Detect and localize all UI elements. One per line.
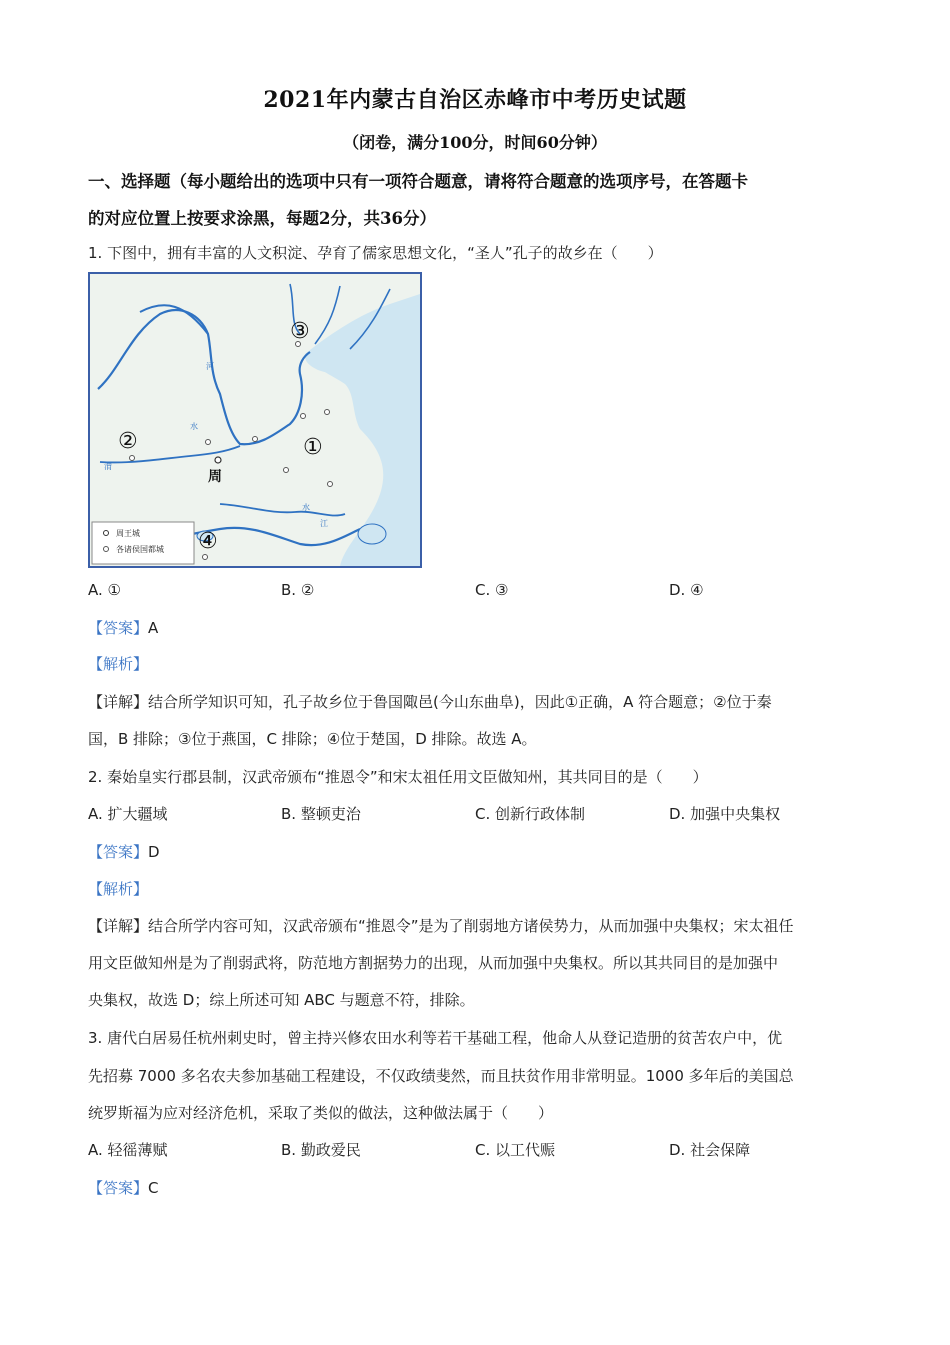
river-label: 河 xyxy=(206,362,214,371)
answer-tag: 【答案】 xyxy=(88,1179,149,1197)
q1-stem: 1. 下图中，拥有丰富的人文积淀、孕育了儒家思想文化，“圣人”孔子的故乡在（ ） xyxy=(88,244,663,262)
q1-option-d: D. ④ xyxy=(669,581,704,599)
q3-stem-line2: 先招募 7000 多名农夫参加基础工程建设，不仅政绩斐然，而且扶贫作用非常明显。1000 多年后的美国总 xyxy=(88,1067,794,1085)
marker-1: ① xyxy=(303,435,323,460)
q2-option-b: B. 整顿吏治 xyxy=(281,805,361,823)
answer-tag: 【答案】 xyxy=(88,843,149,861)
q1-answer xyxy=(88,618,868,638)
map-figure xyxy=(90,274,420,566)
q1-map xyxy=(88,272,422,568)
answer-value: C xyxy=(148,1179,159,1197)
q1-detail-line2: 国，B 排除；③位于燕国，C 排除；④位于楚国，D 排除。故选 A。 xyxy=(88,730,537,748)
q2-analysis-tag: 【解析】 xyxy=(88,880,149,898)
river-label: 渭 xyxy=(104,462,112,471)
q3-stem-line3: 统罗斯福为应对经济危机，采取了类似的做法，这种做法属于（ ） xyxy=(88,1104,554,1122)
answer-value: A xyxy=(148,619,159,637)
q1-option-b: B. ② xyxy=(281,581,315,599)
q2-answer xyxy=(88,842,868,862)
q2-option-c: C. 创新行政体制 xyxy=(475,805,586,823)
q3-option-c: C. 以工代赈 xyxy=(475,1141,556,1159)
river-label: 水 xyxy=(302,503,310,512)
answer-value: D xyxy=(148,843,160,861)
q2-detail-line2: 用文臣做知州是为了削弱武将，防范地方割据势力的出现，从而加强中央集权。所以其共同目的是加强中 xyxy=(88,954,779,972)
marker-4: ④ xyxy=(198,529,218,554)
page-title: 2021年内蒙古自治区赤峰市中考历史试题 xyxy=(263,87,687,113)
section-heading-line2: 的对应位置上按要求涂黑，每题2分，共36分） xyxy=(88,209,436,228)
q2-detail-line3: 央集权，故选 D；综上所述可知 ABC 与题意不符，排除。 xyxy=(88,991,475,1009)
legend-vassal-capital: 各诸侯国都城 xyxy=(116,545,164,554)
river-label: 水 xyxy=(190,422,198,431)
q1-detail-line1: 【详解】结合所学知识可知，孔子故乡位于鲁国陬邑(今山东曲阜)，因此①正确，A 符合题意；②位于秦 xyxy=(88,693,772,711)
river-label: 江 xyxy=(320,519,328,528)
q2-option-a: A. 扩大疆域 xyxy=(88,805,168,823)
page-subtitle: （闭卷，满分100分，时间60分钟） xyxy=(343,133,607,152)
q3-option-d: D. 社会保障 xyxy=(669,1141,751,1159)
q3-answer xyxy=(88,1178,868,1198)
q1-analysis-tag: 【解析】 xyxy=(88,655,149,673)
q3-option-a: A. 轻徭薄赋 xyxy=(88,1141,168,1159)
legend-zhou-capital: 周王城 xyxy=(116,529,140,538)
q2-detail-line1: 【详解】结合所学内容可知，汉武帝颁布“推恩令”是为了削弱地方诸侯势力，从而加强中央集权；宋太祖任 xyxy=(88,917,794,935)
q3-option-b: B. 勤政爱民 xyxy=(281,1141,361,1159)
q1-option-a: A. ① xyxy=(88,581,121,599)
marker-2: ② xyxy=(118,429,138,454)
q3-stem-line1: 3. 唐代白居易任杭州刺史时，曾主持兴修农田水利等若干基础工程，他命人从登记造册的贫苦农户中，优 xyxy=(88,1029,783,1047)
marker-3: ③ xyxy=(290,319,310,344)
zhou-label: 周 xyxy=(208,469,222,485)
section-heading-line1: 一、选择题（每小题给出的选项中只有一项符合题意，请将符合题意的选项序号，在答题卡 xyxy=(88,172,748,191)
zhou-capital-marker xyxy=(215,457,221,463)
answer-tag: 【答案】 xyxy=(88,619,149,637)
map-legend xyxy=(92,522,194,564)
q1-option-c: C. ③ xyxy=(475,581,509,599)
q2-option-d: D. 加强中央集权 xyxy=(669,805,781,823)
q2-stem: 2. 秦始皇实行郡县制，汉武帝颁布“推恩令”和宋太祖任用文臣做知州，其共同目的是（ ） xyxy=(88,768,708,786)
